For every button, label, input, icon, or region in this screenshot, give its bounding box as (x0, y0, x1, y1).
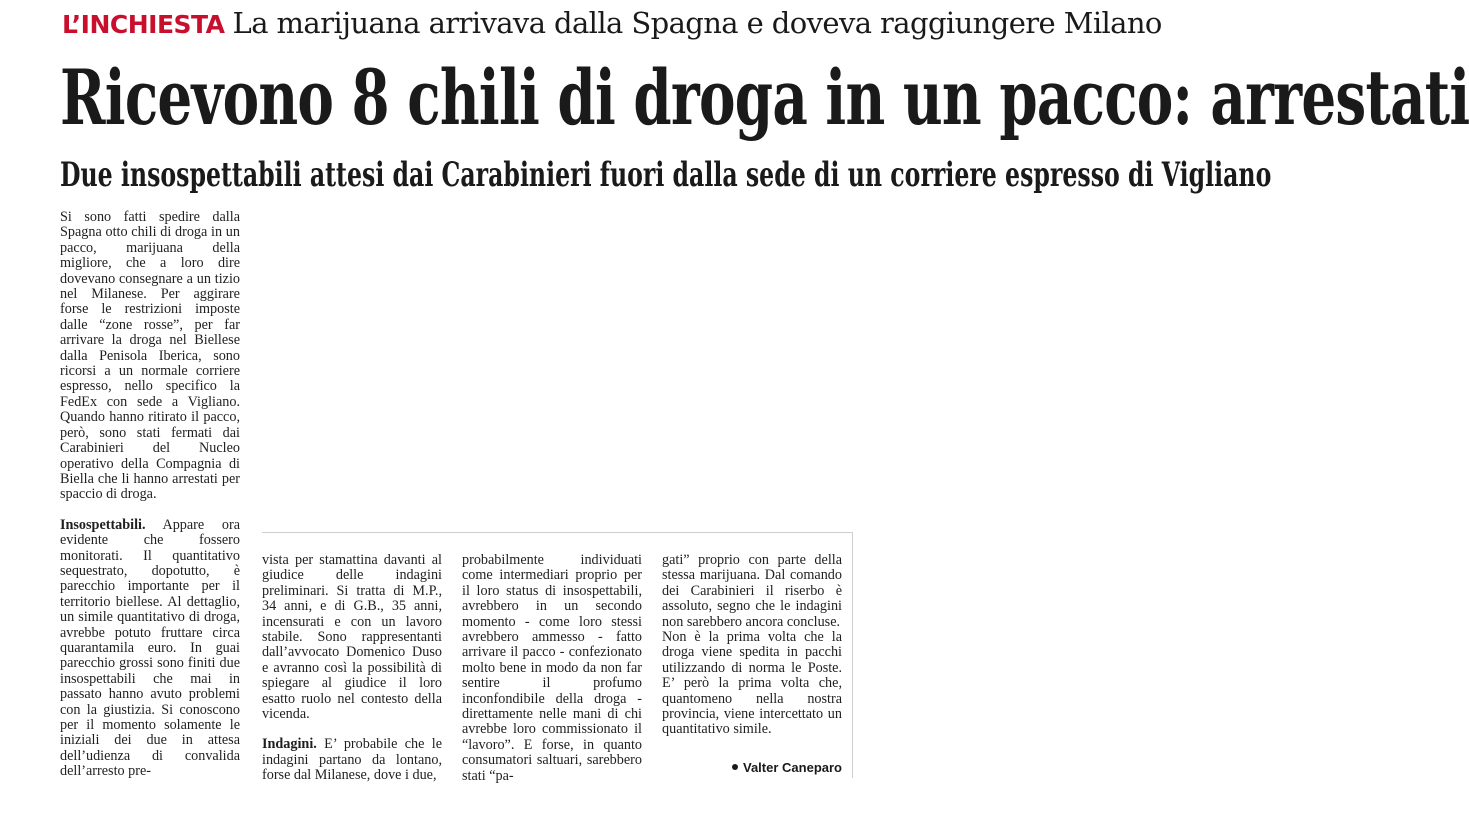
paragraph (60, 210, 240, 503)
paragraph (60, 518, 240, 780)
kicker-text: La marijuana arrivava dalla Spagna e doveva raggiungere Milano (232, 6, 1162, 40)
paragraph-text: Non è la prima volta che la droga viene spedita in pacchi utilizzando di norma le Poste. E’ però la prima volta che, quantomeno nella nostra provincia, viene intercettato un quantitativo simile. (662, 629, 842, 738)
headline: Ricevono 8 chili di droga in un pacco: arrestati (60, 53, 1469, 142)
paragraph-text: gati” proprio con parte della stessa marijuana. Dal comando dei Carabinieri il riserbo è assoluto, segno che le indagini non sarebbero ancora concluse. (662, 552, 842, 630)
paragraph (662, 630, 842, 738)
paragraph-text: E’ probabile che le indagini partano da lontano, forse dal Milanese, dove i due, (262, 736, 442, 784)
kicker-label: L’INCHIESTA (62, 10, 225, 39)
paragraph (462, 553, 642, 784)
kicker (62, 6, 1162, 46)
paragraph-text: Appare ora evidente che fossero monitorati. Il quantitativo sequestrato, dopotutto, è parecchio importante per il territorio biellese. Al dettaglio, un simile quantitativo di droga, avrebbe potuto fruttare circa quarantamila euro. In guai parecchio grossi sono finiti due insospettabili che mai in passato hanno avuto problemi con la giustizia. Si conoscono per il momento solamente le iniziali dei due in attesa dell’udienza di convalida dell’arresto pre- (60, 516, 240, 780)
article-column-2 (262, 553, 442, 784)
paragraph (262, 737, 442, 783)
byline-author: Valter Caneparo (743, 760, 842, 775)
article-column-1 (60, 210, 240, 780)
subheadline: Due insospettabili attesi dai Carabinieri fuori dalla sede di un corriere espresso di Vigliano (60, 155, 1272, 195)
section-lead: Insospettabili. (60, 516, 146, 533)
byline (662, 760, 842, 776)
section-lead: Indagini. (262, 736, 317, 753)
paragraph (262, 553, 442, 722)
paragraph-text: probabilmente individuati come intermediari proprio per il loro status di insospettabili, avrebbero in un secondo momento - come loro stessi avrebbero ammesso - fatto arrivare il pacco - confezionato molto bene in modo da non far sentire il profumo inconfondibile della droga - direttamente nelle mani di chi avrebbe loro commissionato il “lavoro”. E forse, in quanto consumatori saltuari, sarebbero stati “pa- (462, 552, 642, 784)
bullet-icon (732, 764, 738, 770)
article-column-3 (462, 553, 642, 784)
paragraph-text: vista per stamattina davanti al giudice delle indagini preliminari. Si tratta di M.P., 34 anni, e di G.B., 35 anni, incensurati e con un lavoro stabile. Sono rappresentanti dall’avvocato Domenico Duso e avranno così la possibilità di spiegare al giudice il loro esatto ruolo nel contesto della vicenda. (262, 552, 442, 723)
paragraph (662, 553, 842, 630)
column-rule-right (852, 532, 853, 778)
paragraph-text: Si sono fatti spedire dalla Spagna otto chili di droga in un pacco, marijuana della migliore, che a loro dire dovevano consegnare a un tizio nel Milanese. Per aggirare forse le restrizioni imposte dalle “zone rosse”, per far arrivare la droga nel Biellese dalla Penisola Iberica, sono ricorsi a un normale corriere espresso, nello specifico la FedEx con sede a Vigliano. Quando hanno ritirato il pacco, però, sono stati fermati dai Carabinieri del Nucleo operativo della Compagnia di Biella che li hanno arrestati per spaccio di droga. (60, 209, 240, 503)
article-column-4 (662, 553, 842, 738)
column-rule-top (262, 532, 852, 533)
